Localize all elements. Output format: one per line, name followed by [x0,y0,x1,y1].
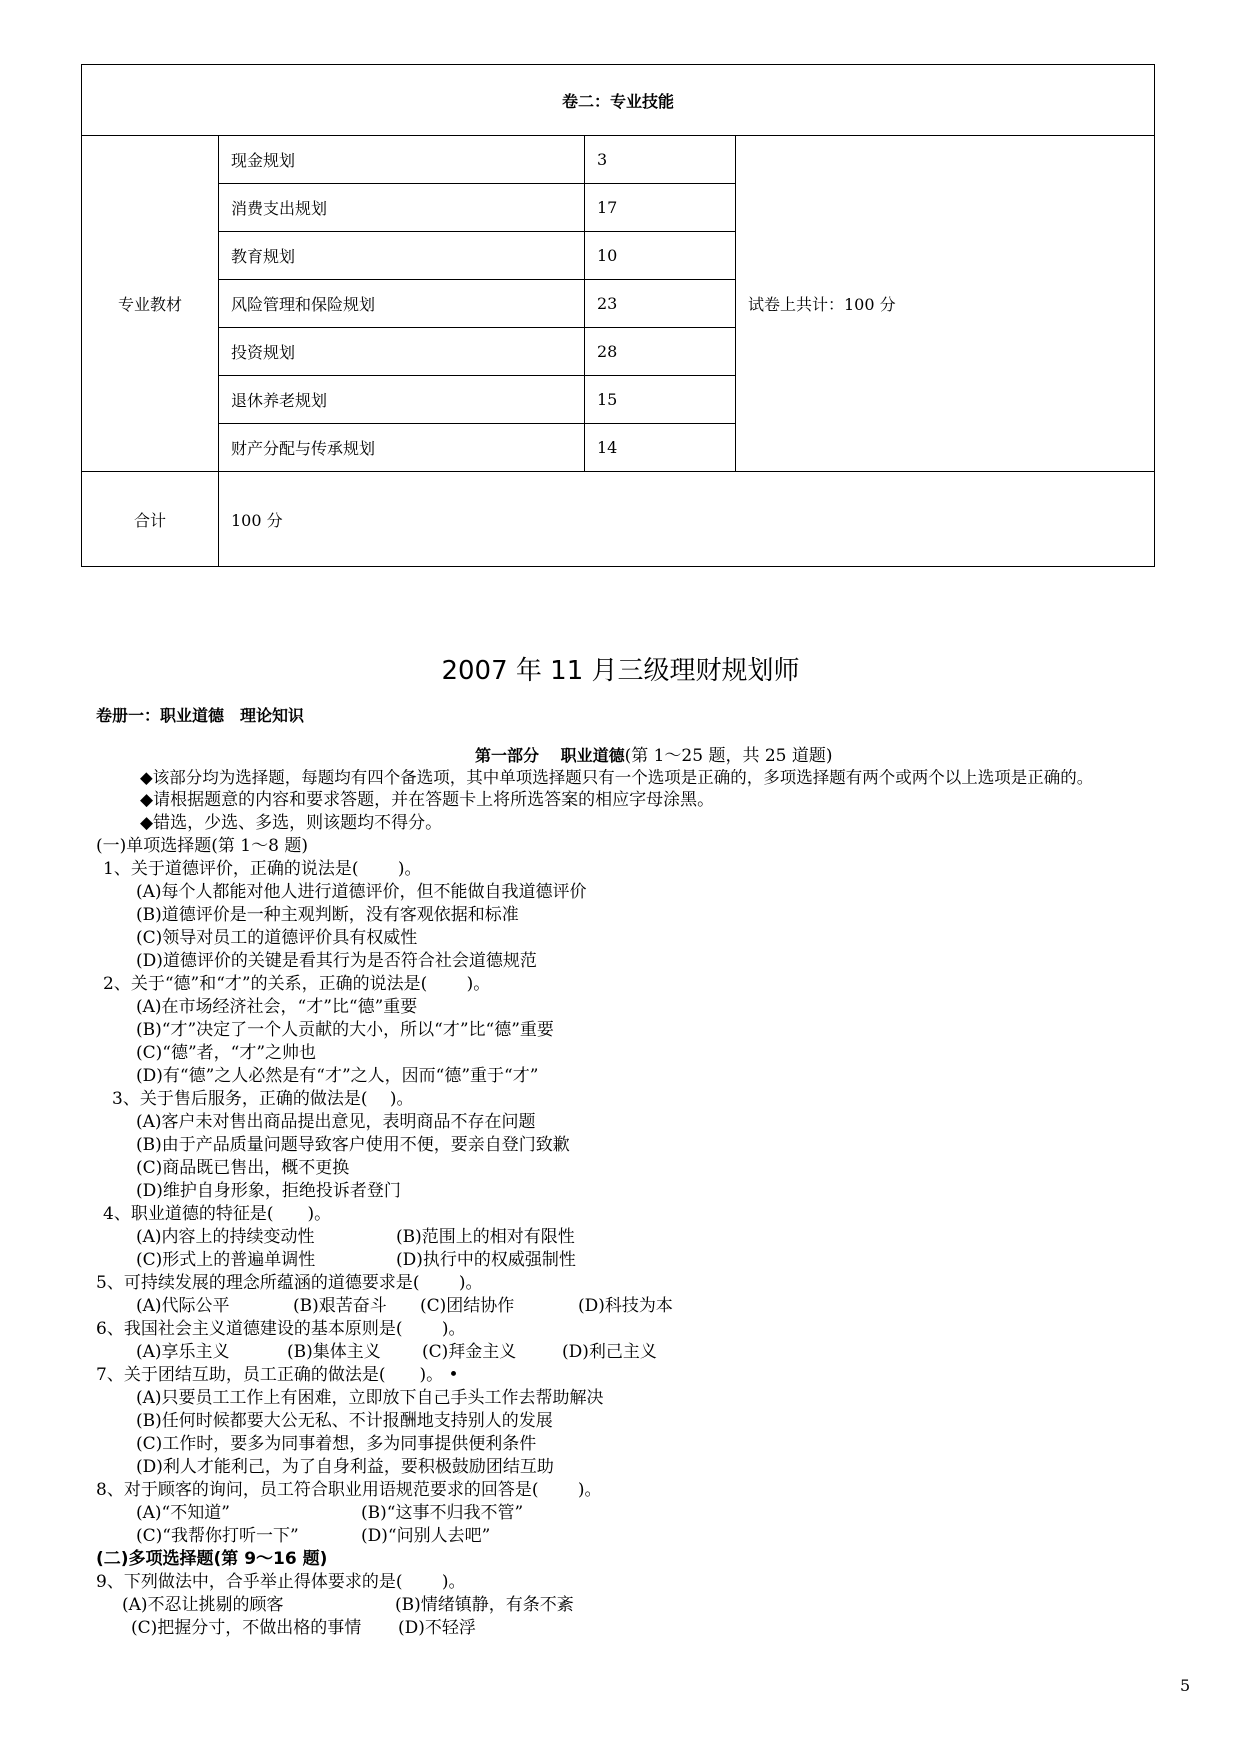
option: (A)代际公平 [136,1296,230,1316]
question: 9、下列做法中，合乎举止得体要求的是( )。 [96,1572,466,1592]
instruction-line: ◆请根据题意的内容和要求答题，并在答题卡上将所选答案的相应字母涂黑。 [140,790,715,810]
option: (C)商品既已售出，概不更换 [136,1158,350,1178]
subject-name: 风险管理和保险规划 [219,280,585,328]
option: (C)领导对员工的道德评价具有权威性 [136,928,418,948]
question: 8、对于顾客的询问，员工符合职业用语规范要求的回答是( )。 [96,1480,602,1500]
option: (B)“才”决定了一个人贡献的大小，所以“才”比“德”重要 [136,1020,554,1040]
option: (D)执行中的权威强制性 [396,1250,576,1270]
subject-name: 投资规划 [219,328,585,376]
option: (C)工作时，要多为同事着想，多为同事提供便利条件 [136,1434,537,1454]
section-heading: (一)单项选择题(第 1～8 题) [96,836,308,856]
option: (D)利己主义 [562,1342,657,1362]
subject-score: 23 [585,280,736,328]
total-value: 100 分 [219,472,1155,567]
question: 3、关于售后服务，正确的做法是( )。 [112,1089,414,1109]
subject-score: 14 [585,424,736,472]
option: (A)只要员工工作上有困难，立即放下自己手头工作去帮助解决 [136,1388,604,1408]
paper-total: 试卷上共计：100 分 [736,136,1155,472]
option: (A)客户未对售出商品提出意见，表明商品不存在问题 [136,1112,536,1132]
option: (C)“我帮你打听一下” [136,1526,299,1546]
question: 4、职业道德的特征是( )。 [103,1204,332,1224]
page-title: 2007 年 11 月三级理财规划师 [441,656,800,686]
category-cell: 专业教材 [82,136,219,472]
subject-name: 现金规划 [219,136,585,184]
option: (B)任何时候都要大公无私、不计报酬地支持别人的发展 [136,1411,553,1431]
option: (D)维护自身形象，拒绝投诉者登门 [136,1181,401,1201]
subject-score: 17 [585,184,736,232]
option: (C)“德”者，“才”之帅也 [136,1043,317,1063]
subject-name: 财产分配与传承规划 [219,424,585,472]
score-table [81,64,1155,567]
option: (D)“问别人去吧” [361,1526,491,1546]
subject-score: 3 [585,136,736,184]
instruction-line: ◆该部分均为选择题，每题均有四个备选项，其中单项选择题只有一个选项是正确的，多项选择题有两个或两个以上选项是正确的。 [140,768,1094,787]
subject-score: 28 [585,328,736,376]
option: (B)艰苦奋斗 [293,1296,387,1316]
option: (A)不忍让挑剔的顾客 [122,1595,284,1615]
option: (C)形式上的普遍单调性 [136,1250,316,1270]
question: 6、我国社会主义道德建设的基本原则是( )。 [96,1319,466,1339]
option: (C)团结协作 [420,1296,515,1316]
option: (A)在市场经济社会，“才”比“德”重要 [136,997,418,1017]
question: 5、可持续发展的理念所蕴涵的道德要求是( )。 [96,1273,483,1293]
option: (C)把握分寸，不做出格的事情 [131,1618,362,1638]
option: (D)科技为本 [578,1296,673,1316]
question: 1、关于道德评价，正确的说法是( )。 [103,859,422,879]
table-header: 卷二：专业技能 [82,65,1155,136]
option: (D)利人才能利己，为了自身利益，要积极鼓励团结互助 [136,1457,554,1477]
instruction-line: ◆错选，少选、多选，则该题均不得分。 [140,813,443,833]
subject-score: 10 [585,232,736,280]
option: (D)不轻浮 [398,1618,476,1638]
subject-name: 退休养老规划 [219,376,585,424]
option: (A)每个人都能对他人进行道德评价，但不能做自我道德评价 [136,882,587,902]
option: (D)道德评价的关键是看其行为是否符合社会道德规范 [136,951,537,971]
question: 2、关于“德”和“才”的关系，正确的说法是( )。 [103,974,491,994]
part-heading [475,744,833,768]
part-range: (第 1～25 题，共 25 道题) [624,746,833,766]
option: (A)“不知道” [136,1503,230,1523]
subject-score: 15 [585,376,736,424]
total-label: 合计 [82,472,219,567]
option: (A)内容上的持续变动性 [136,1227,315,1247]
part-label: 第一部分 职业道德 [475,746,625,765]
volume-heading: 卷册一：职业道德 理论知识 [96,706,305,725]
option: (B)道德评价是一种主观判断，没有客观依据和标准 [136,905,519,925]
option: (B)由于产品质量问题导致客户使用不便，要亲自登门致歉 [136,1135,570,1155]
option: (A)享乐主义 [136,1342,230,1362]
page-number: 5 [1180,1676,1191,1695]
option: (B)“这事不归我不管” [361,1503,524,1523]
question: 7、关于团结互助，员工正确的做法是( )。 • [96,1365,459,1385]
section-heading: (二)多项选择题(第 9～16 题) [96,1549,328,1569]
option: (D)有“德”之人必然是有“才”之人，因而“德”重于“才” [136,1066,539,1086]
option: (B)范围上的相对有限性 [396,1227,575,1247]
subject-name: 消费支出规划 [219,184,585,232]
option: (B)情绪镇静，有条不紊 [395,1595,574,1615]
option: (B)集体主义 [287,1342,381,1362]
subject-name: 教育规划 [219,232,585,280]
option: (C)拜金主义 [422,1342,517,1362]
